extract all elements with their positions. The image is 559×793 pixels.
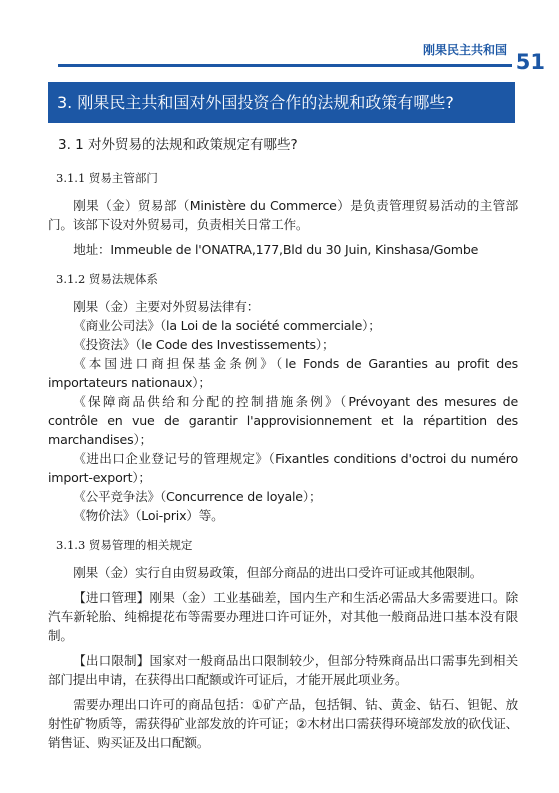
subsection-3-1-2-heading: 3.1.2 贸易法规体系 <box>56 272 158 286</box>
subsection-3-1-3 <box>48 537 518 752</box>
paragraph: 刚果（金）实行自由贸易政策，但部分商品的进出口受许可证或其他限制。 <box>73 565 483 580</box>
list-intro: 刚果（金）主要对外贸易法律有： <box>73 299 260 314</box>
subsection-3-1-1-heading: 3.1.1 贸易主管部门 <box>56 171 158 185</box>
subsection-3-1-1 <box>48 170 518 259</box>
list-item: 《投资法》（le Code des Investissements）； <box>73 337 335 352</box>
subsection-3-1-3-heading: 3.1.3 贸易管理的相关规定 <box>56 538 193 552</box>
section-3-1-heading: 3. 1 对外贸易的法规和政策规定有哪些? <box>58 137 298 153</box>
chapter-banner: 3. 刚果民主共和国对外国投资合作的法规和政策有哪些? <box>48 82 515 123</box>
list-item: 《保障商品供给和分配的控制措施条例》（Prévoyant des mesures de contrôle en vue de garantir l'approvisionnement et la répartition des marchandises）； <box>48 394 518 447</box>
laws-list <box>48 297 518 525</box>
list-item: 《公平竞争法》（Concurrence de loyale）； <box>73 489 322 504</box>
list-item: 《物价法》（Loi-prix）等。 <box>73 508 224 523</box>
subsection-3-1-2 <box>48 271 518 525</box>
paragraph: 【进口管理】刚果（金）工业基础差，国内生产和生活必需品大多需要进口。除汽车新轮胎、纯棉提花布等需要办理进口许可证外，对其他一般商品进口基本没有限制。 <box>48 590 518 643</box>
page-number: 51 <box>515 50 545 74</box>
list-item: 《进出口企业登记号的管理规定》（Fixantles conditions d'octroi du numéro import-export）； <box>48 451 518 485</box>
list-item: 《本国进口商担保基金条例》（le Fonds de Garanties au profit des importateurs nationaux）； <box>48 356 518 390</box>
paragraph: 需要办理出口许可的商品包括：①矿产品，包括铜、钴、黄金、钻石、钽铌、放射性矿物质等，需获得矿业部发放的许可证；②木材出口需获得环境部发放的砍伐证、销售证、购买证及出口配额。 <box>48 697 518 750</box>
address-line: 地址：Immeuble de l'ONATRA,177,Bld du 30 Juin, Kinshasa/Gombe <box>73 242 479 257</box>
paragraph: 【出口限制】国家对一般商品出口限制较少，但部分特殊商品出口需事先到相关部门提出申请，在获得出口配额或许可证后，才能开展此项业务。 <box>48 653 518 687</box>
page-body <box>48 136 518 764</box>
paragraph: 刚果（金）贸易部（Ministère du Commerce）是负责管理贸易活动的主管部门。该部下设对外贸易司，负责相关日常工作。 <box>48 198 518 232</box>
running-title: 刚果民主共和国 <box>422 43 507 57</box>
list-item: 《商业公司法》（la Loi de la société commerciale）； <box>73 318 381 333</box>
header-rule <box>58 64 512 67</box>
